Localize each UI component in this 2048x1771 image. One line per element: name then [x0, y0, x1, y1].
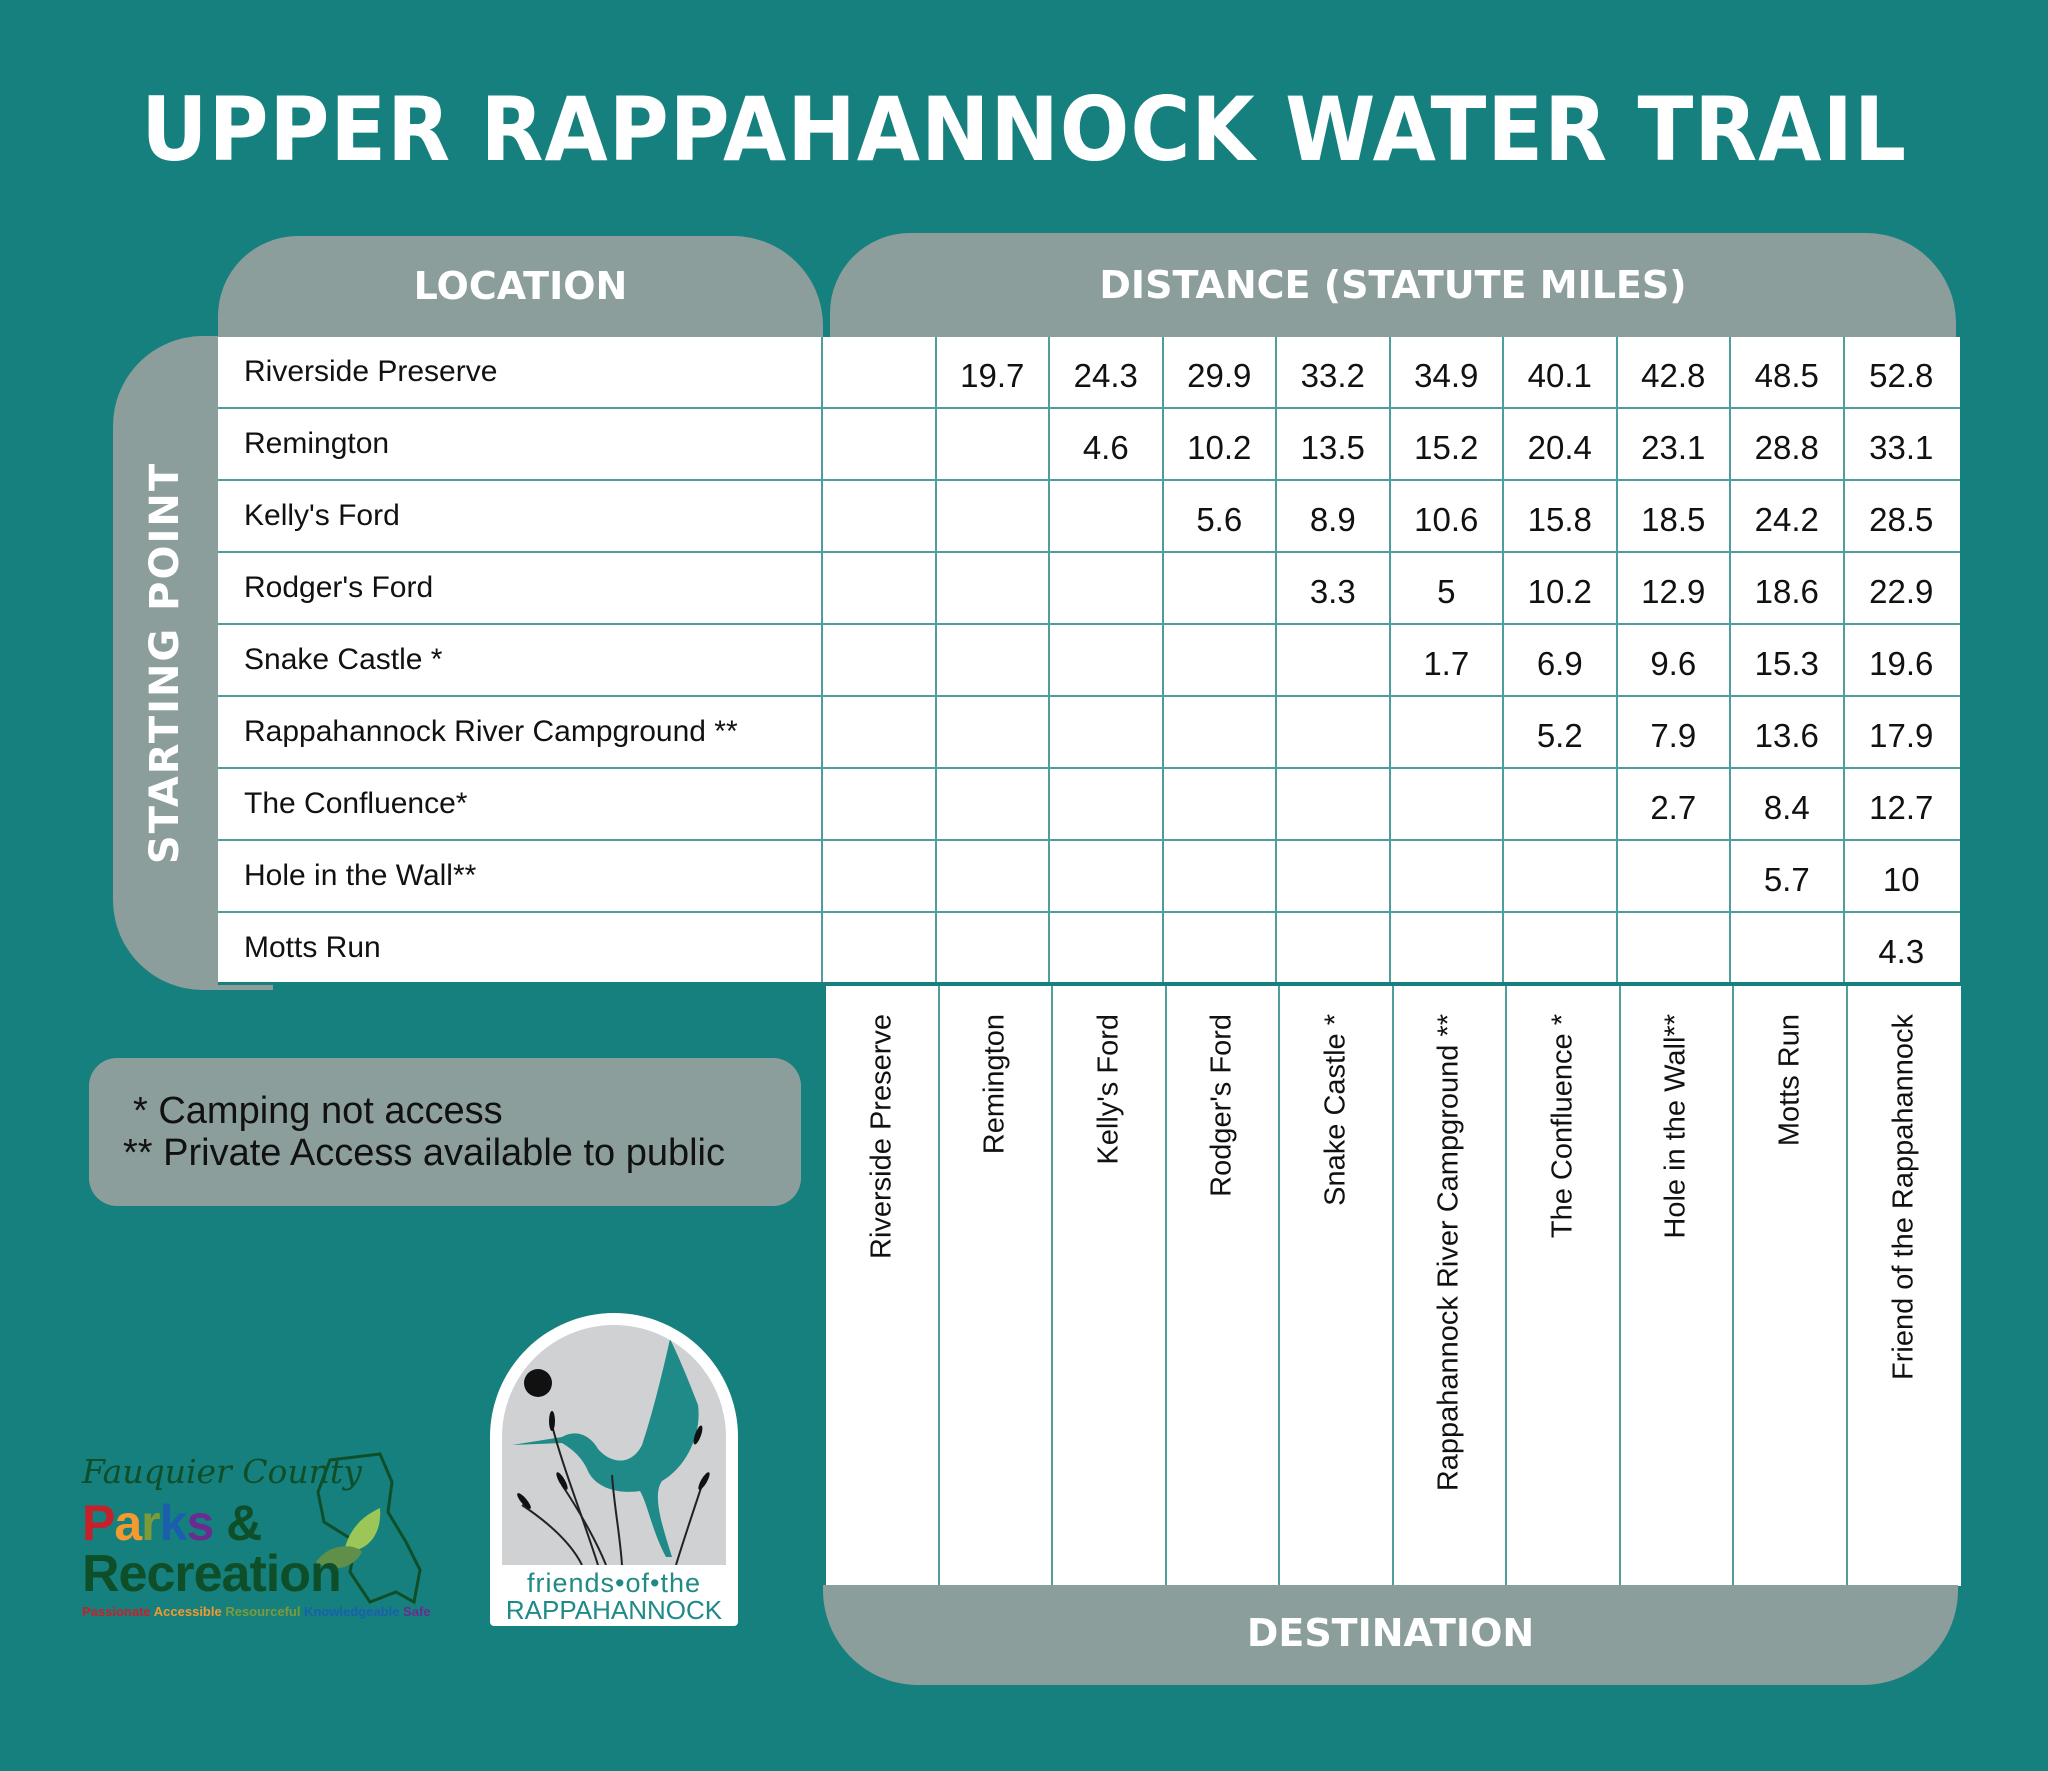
distance-cell: 10.2 — [1504, 553, 1618, 623]
starting-point-name: The Confluence* — [218, 769, 823, 839]
friends-logo-line2: RAPPAHANNOCK — [505, 1595, 723, 1625]
distance-cell — [1618, 841, 1732, 911]
distance-cell — [823, 481, 937, 551]
destination-label: Riverside Preserve — [865, 1014, 898, 1259]
destination-column — [1053, 986, 1167, 1586]
starting-point-label: STARTING POINT — [142, 461, 188, 865]
distance-cell: 24.2 — [1731, 481, 1845, 551]
distance-cell: 17.9 — [1869, 717, 1934, 754]
distance-cell — [1277, 625, 1391, 695]
distance-cell — [1731, 913, 1845, 982]
distance-cell — [1391, 841, 1505, 911]
destination-column — [1848, 986, 1962, 1586]
destination-label: Remington — [978, 1014, 1011, 1155]
distance-cell — [1050, 841, 1164, 911]
destination-column — [1734, 986, 1848, 1586]
distance-cell — [937, 769, 1051, 839]
distance-cell: 33.1 — [1869, 429, 1934, 466]
destination-label: Kelly's Ford — [1092, 1014, 1125, 1165]
starting-point-name: Rappahannock River Campground ** — [218, 697, 823, 767]
legend-box — [89, 1058, 801, 1206]
destination-column — [1621, 986, 1735, 1586]
distance-cell: 12.7 — [1869, 789, 1934, 826]
distance-cell — [937, 553, 1051, 623]
distance-cell — [1050, 553, 1164, 623]
distance-cell: 8.4 — [1731, 769, 1845, 839]
parks-letter: & — [213, 1495, 262, 1551]
distance-cell: 42.8 — [1618, 337, 1732, 407]
destination-column — [1167, 986, 1281, 1586]
distance-cell: 5.7 — [1731, 841, 1845, 911]
distance-cell — [1391, 913, 1505, 982]
distance-cell — [1164, 625, 1278, 695]
distance-cell — [1391, 697, 1505, 767]
table-row — [218, 481, 1960, 553]
distance-header: DISTANCE (STATUTE MILES) — [830, 233, 1956, 337]
distance-cell — [937, 409, 1051, 479]
destination-label: Motts Run — [1773, 1014, 1806, 1147]
distance-cell: 5.2 — [1504, 697, 1618, 767]
parks-letter: s — [186, 1495, 214, 1551]
distance-cell: 48.5 — [1731, 337, 1845, 407]
distance-cell — [1504, 913, 1618, 982]
distance-cell — [823, 625, 937, 695]
destination-label: Rodger's Ford — [1205, 1014, 1238, 1197]
distance-cell: 28.5 — [1869, 501, 1934, 538]
tagline-word: Knowledgeable — [304, 1604, 404, 1619]
tagline-word: Passionate — [82, 1604, 154, 1619]
distance-cell: 19.6 — [1869, 645, 1934, 682]
distance-cell: 1.7 — [1391, 625, 1505, 695]
distance-cell — [823, 913, 937, 982]
friends-of-rappahannock-logo — [490, 1313, 738, 1626]
table-row — [218, 769, 1960, 841]
distance-cell — [1277, 769, 1391, 839]
distance-cell — [1277, 697, 1391, 767]
destination-column — [940, 986, 1054, 1586]
starting-point-name: Motts Run — [218, 913, 823, 982]
starting-point-name: Riverside Preserve — [218, 337, 823, 407]
distance-table — [218, 337, 1960, 985]
distance-cell: 10.6 — [1391, 481, 1505, 551]
table-row — [218, 337, 1960, 409]
parks-letter: a — [114, 1495, 142, 1551]
distance-cell: 2.7 — [1618, 769, 1732, 839]
distance-cell: 33.2 — [1277, 337, 1391, 407]
table-row — [218, 913, 1960, 985]
starting-point-name: Remington — [218, 409, 823, 479]
page-title: UPPER RAPPAHANNOCK WATER TRAIL — [141, 78, 1907, 181]
parks-letter: r — [141, 1495, 160, 1551]
distance-cell: 6.9 — [1504, 625, 1618, 695]
distance-cell: 10 — [1882, 861, 1920, 898]
destination-label: Snake Castle * — [1319, 1014, 1352, 1206]
parks-recreation-logo — [80, 1448, 430, 1618]
distance-cell: 4.3 — [1878, 933, 1925, 970]
starting-point-name: Kelly's Ford — [218, 481, 823, 551]
leaf-icon — [344, 1508, 380, 1552]
distance-cell: 10.2 — [1164, 409, 1278, 479]
distance-cell: 52.8 — [1869, 357, 1934, 394]
distance-cell — [1277, 841, 1391, 911]
distance-cell: 15.3 — [1731, 625, 1845, 695]
table-row — [218, 841, 1960, 913]
distance-cell: 28.8 — [1731, 409, 1845, 479]
distance-cell: 20.4 — [1504, 409, 1618, 479]
distance-cell — [1164, 553, 1278, 623]
distance-cell: 40.1 — [1504, 337, 1618, 407]
distance-cell: 15.8 — [1504, 481, 1618, 551]
distance-cell: 29.9 — [1164, 337, 1278, 407]
distance-cell — [937, 625, 1051, 695]
distance-cell — [1164, 697, 1278, 767]
distance-cell: 5.6 — [1164, 481, 1278, 551]
destination-label: The Confluence * — [1546, 1014, 1579, 1239]
distance-cell — [823, 769, 937, 839]
distance-cell: 7.9 — [1618, 697, 1732, 767]
friends-logo-line1: friends•of•the — [527, 1568, 701, 1598]
distance-cell — [1164, 769, 1278, 839]
legend-line-private: ** Private Access available to public — [123, 1132, 725, 1174]
distance-cell — [937, 913, 1051, 982]
distance-cell — [1504, 841, 1618, 911]
starting-point-name: Hole in the Wall** — [218, 841, 823, 911]
distance-cell: 3.3 — [1277, 553, 1391, 623]
distance-cell: 13.5 — [1277, 409, 1391, 479]
destination-label: Rappahannock River Campground ** — [1432, 1014, 1465, 1492]
distance-cell — [823, 337, 937, 407]
distance-cell: 8.9 — [1277, 481, 1391, 551]
distance-cell — [937, 697, 1051, 767]
distance-cell: 22.9 — [1869, 573, 1934, 610]
table-row — [218, 409, 1960, 481]
distance-cell: 23.1 — [1618, 409, 1732, 479]
parks-logo-recreation-word: Recreation — [82, 1545, 341, 1603]
distance-cell — [1277, 913, 1391, 982]
parks-letter: P — [82, 1495, 115, 1551]
distance-cell: 15.2 — [1391, 409, 1505, 479]
heron-icon — [502, 1325, 726, 1565]
distance-cell — [1050, 481, 1164, 551]
distance-cell — [1618, 913, 1732, 982]
destination-label: Hole in the Wall** — [1659, 1014, 1692, 1239]
destination-header: DESTINATION — [823, 1585, 1958, 1685]
distance-cell: 18.5 — [1618, 481, 1732, 551]
parks-logo-tagline — [82, 1604, 431, 1619]
parks-logo-script: Fauquier County — [82, 1452, 362, 1491]
starting-point-name: Snake Castle * — [218, 625, 823, 695]
distance-cell — [823, 553, 937, 623]
destination-column — [1507, 986, 1621, 1586]
tagline-word: Accessible — [153, 1604, 226, 1619]
table-row — [218, 697, 1960, 769]
destination-labels — [823, 986, 1961, 1586]
distance-cell: 5 — [1391, 553, 1505, 623]
legend-line-camping: * Camping not access — [133, 1090, 503, 1132]
distance-cell — [1050, 697, 1164, 767]
location-header: LOCATION — [218, 236, 823, 337]
distance-cell — [1050, 625, 1164, 695]
table-row — [218, 625, 1960, 697]
distance-cell: 9.6 — [1618, 625, 1732, 695]
destination-column — [826, 986, 940, 1586]
starting-point-name: Rodger's Ford — [218, 553, 823, 623]
tagline-word: Resourceful — [225, 1604, 305, 1619]
distance-cell: 34.9 — [1391, 337, 1505, 407]
distance-cell — [823, 841, 937, 911]
table-row — [218, 553, 1960, 625]
parks-letter: k — [159, 1495, 187, 1551]
distance-cell — [1164, 913, 1278, 982]
destination-column — [1280, 986, 1394, 1586]
distance-cell: 4.6 — [1050, 409, 1164, 479]
tagline-word: Safe — [403, 1604, 431, 1619]
distance-cell — [937, 481, 1051, 551]
distance-cell: 19.7 — [937, 337, 1051, 407]
destination-column — [1394, 986, 1508, 1586]
distance-cell — [1050, 769, 1164, 839]
distance-cell — [1164, 841, 1278, 911]
distance-cell: 13.6 — [1731, 697, 1845, 767]
distance-cell: 18.6 — [1731, 553, 1845, 623]
distance-cell — [1504, 769, 1618, 839]
distance-cell — [1391, 769, 1505, 839]
distance-cell — [823, 409, 937, 479]
distance-cell: 12.9 — [1618, 553, 1732, 623]
distance-cell — [937, 841, 1051, 911]
distance-cell — [823, 697, 937, 767]
distance-cell: 24.3 — [1050, 337, 1164, 407]
destination-label: Friend of the Rappahannock — [1887, 1014, 1920, 1380]
distance-cell — [1050, 913, 1164, 982]
